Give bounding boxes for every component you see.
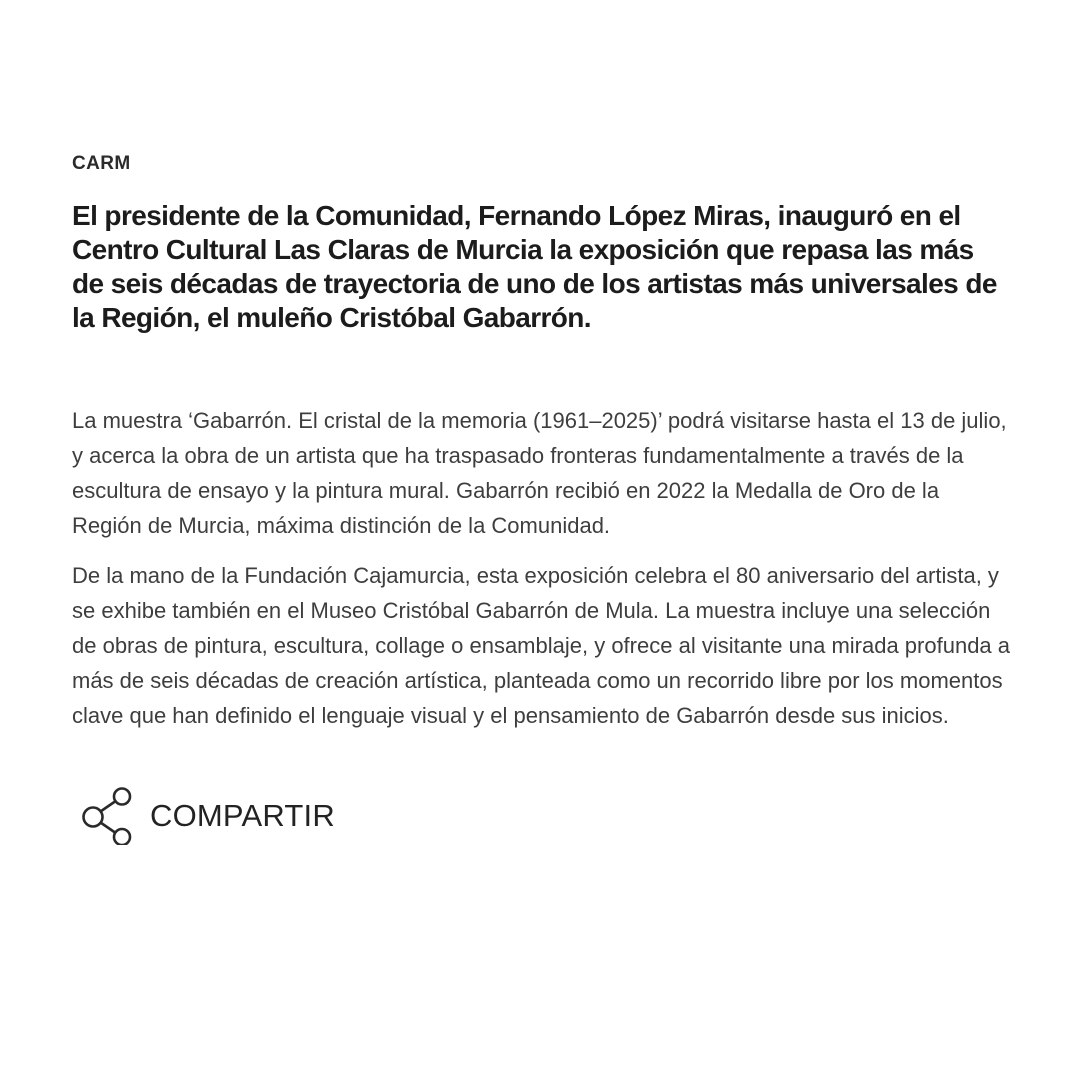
- article-headline: El presidente de la Comunidad, Fernando López Miras, inauguró en el Centro Cultural Las Claras de Murcia la exposición que repasa las más de seis décadas de trayectoria de uno de los artistas más universales de la Región, el muleño Cristóbal Gabarrón.: [72, 200, 997, 333]
- share-icon: [80, 787, 136, 845]
- article-paragraph-2: De la mano de la Fundación Cajamurcia, esta exposición celebra el 80 aniversario del artista, y se exhibe también en el Museo Cristóbal Gabarrón de Mula. La muestra incluye una selección de obras de pintura, escultura, collage o ensamblaje, y ofrece al visitante una mirada profunda a más de seis décadas de creación artística, planteada como un recorrido libre por los momentos clave que han definido el lenguaje visual y el pensamiento de Gabarrón desde sus inicios.: [72, 563, 1011, 728]
- source-label: CARM: [72, 153, 131, 174]
- article-paragraph-1: La muestra ‘Gabarrón. El cristal de la memoria (1961–2025)’ podrá visitarse hasta el 13 de julio, y acerca la obra de un artista que ha traspasado fronteras fundamentalmente a través de la escultura de ensayo y la pintura mural. Gabarrón recibió en 2022 la Medalla de Oro de la Región de Murcia, máxima distinción de la Comunidad.: [72, 408, 1007, 538]
- share-button[interactable]: [80, 787, 335, 845]
- share-button-label: COMPARTIR: [150, 798, 335, 833]
